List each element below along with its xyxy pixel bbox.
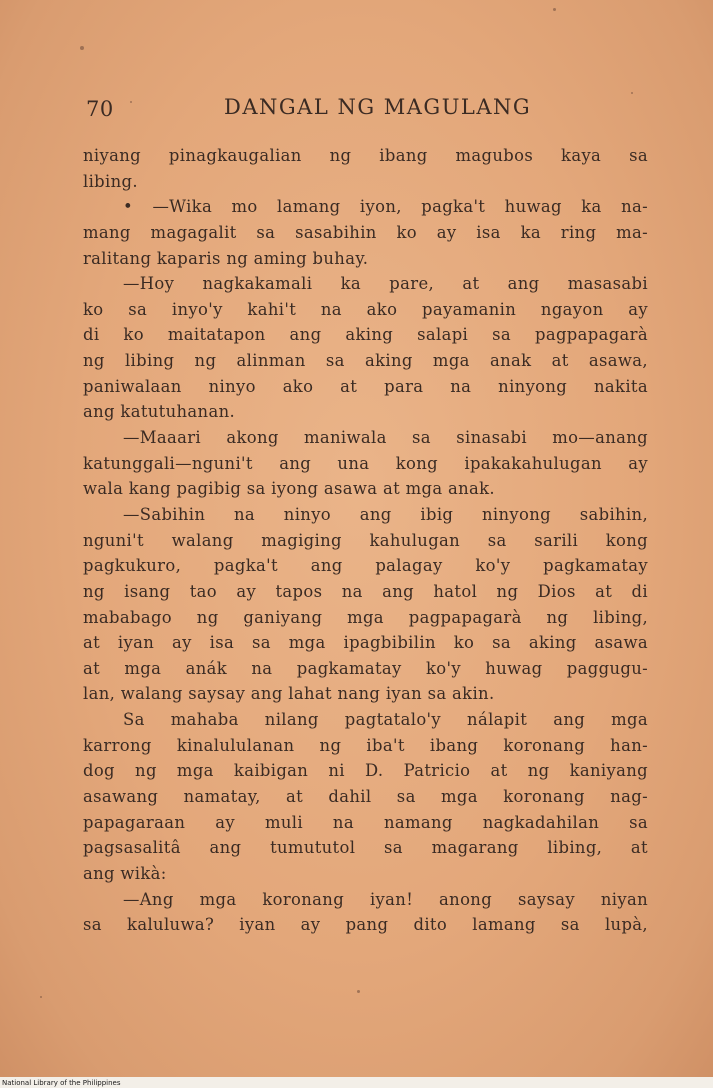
running-title: DANGAL NG MAGULANG [224,95,532,119]
text-line: at iyan ay isa sa mga ipagbibilin ko sa aking asawa [83,633,648,653]
text-line: —Sabihin na ninyo ang ibig ninyong sabihin, [123,504,648,524]
text-line: at mga anák na pagkamatay ko'y huwag paggugu- [83,658,648,678]
text-line: lan, walang saysay ang lahat nang iyan sa akin. [83,684,495,704]
body-text [83,143,648,938]
text-line: dog ng mga kaibigan ni D. Patricio at ng kaniyang [83,761,648,781]
paper-speck [631,92,633,94]
text-line: di ko maitatapon ang aking salapi sa pagpapagarà [83,325,648,345]
text-line: ko sa inyo'y kahi't na ako payamanin ngayon ay [83,299,648,319]
text-line: ng libing ng alinman sa aking mga anak at asawa, [83,351,648,371]
text-line: pagkukuro, pagka't ang palagay ko'y pagkamatay [83,556,648,576]
text-line: —Ang mga koronang iyan! anong saysay niyan [123,889,648,909]
page-number: 70 [86,97,114,121]
text-line: pagsasalitâ ang tumututol sa magarang libing, at [83,838,648,858]
text-line: papagaraan ay muli na namang nagkadahilan sa [83,812,648,832]
paper-speck [80,46,84,50]
text-line: ang katutuhanan. [83,402,236,422]
text-line: ralitang kaparis ng aming buhay. [83,248,369,268]
page-header [86,95,646,127]
text-line: • —Wika mo lamang iyon, pagka't huwag ka na- [123,197,648,217]
text-line: Sa mahaba nilang pagtatalo'y nálapit ang mga [123,710,648,730]
text-line: libing. [83,171,138,191]
paper-speck [40,996,42,998]
footer-credit: National Library of the Philippines [2,1079,121,1087]
text-line: mababago ng ganiyang mga pagpapagarà ng libing, [83,607,648,627]
text-line: ang wikà: [83,863,167,883]
text-line: wala kang pagibig sa iyong asawa at mga anak. [83,479,495,499]
text-line: paniwalaan ninyo ako at para na ninyong nakita [83,376,648,396]
text-line: —Hoy nagkakamali ka pare, at ang masasabi [123,274,648,294]
paper-speck [357,990,360,993]
text-line: katunggali—nguni't ang una kong ipakakahulugan ay [83,453,648,473]
text-line: ng isang tao ay tapos na ang hatol ng Dios at di [83,581,648,601]
text-line: nguni't walang magiging kahulugan sa sarili kong [83,530,648,550]
paper-speck [553,8,556,11]
text-line: asawang namatay, at dahil sa mga koronang nag- [83,787,648,807]
text-line: sa kaluluwa? iyan ay pang dito lamang sa lupà, [83,915,648,935]
text-line: —Maaari akong maniwala sa sinasabi mo—anang [123,428,648,448]
text-line: mang magagalit sa sasabihin ko ay isa ka ring ma- [83,222,648,242]
text-line: niyang pinagkaugalian ng ibang magubos kaya sa [83,146,648,165]
text-line: karrong kinalululanan ng iba't ibang koronang han- [83,735,648,755]
